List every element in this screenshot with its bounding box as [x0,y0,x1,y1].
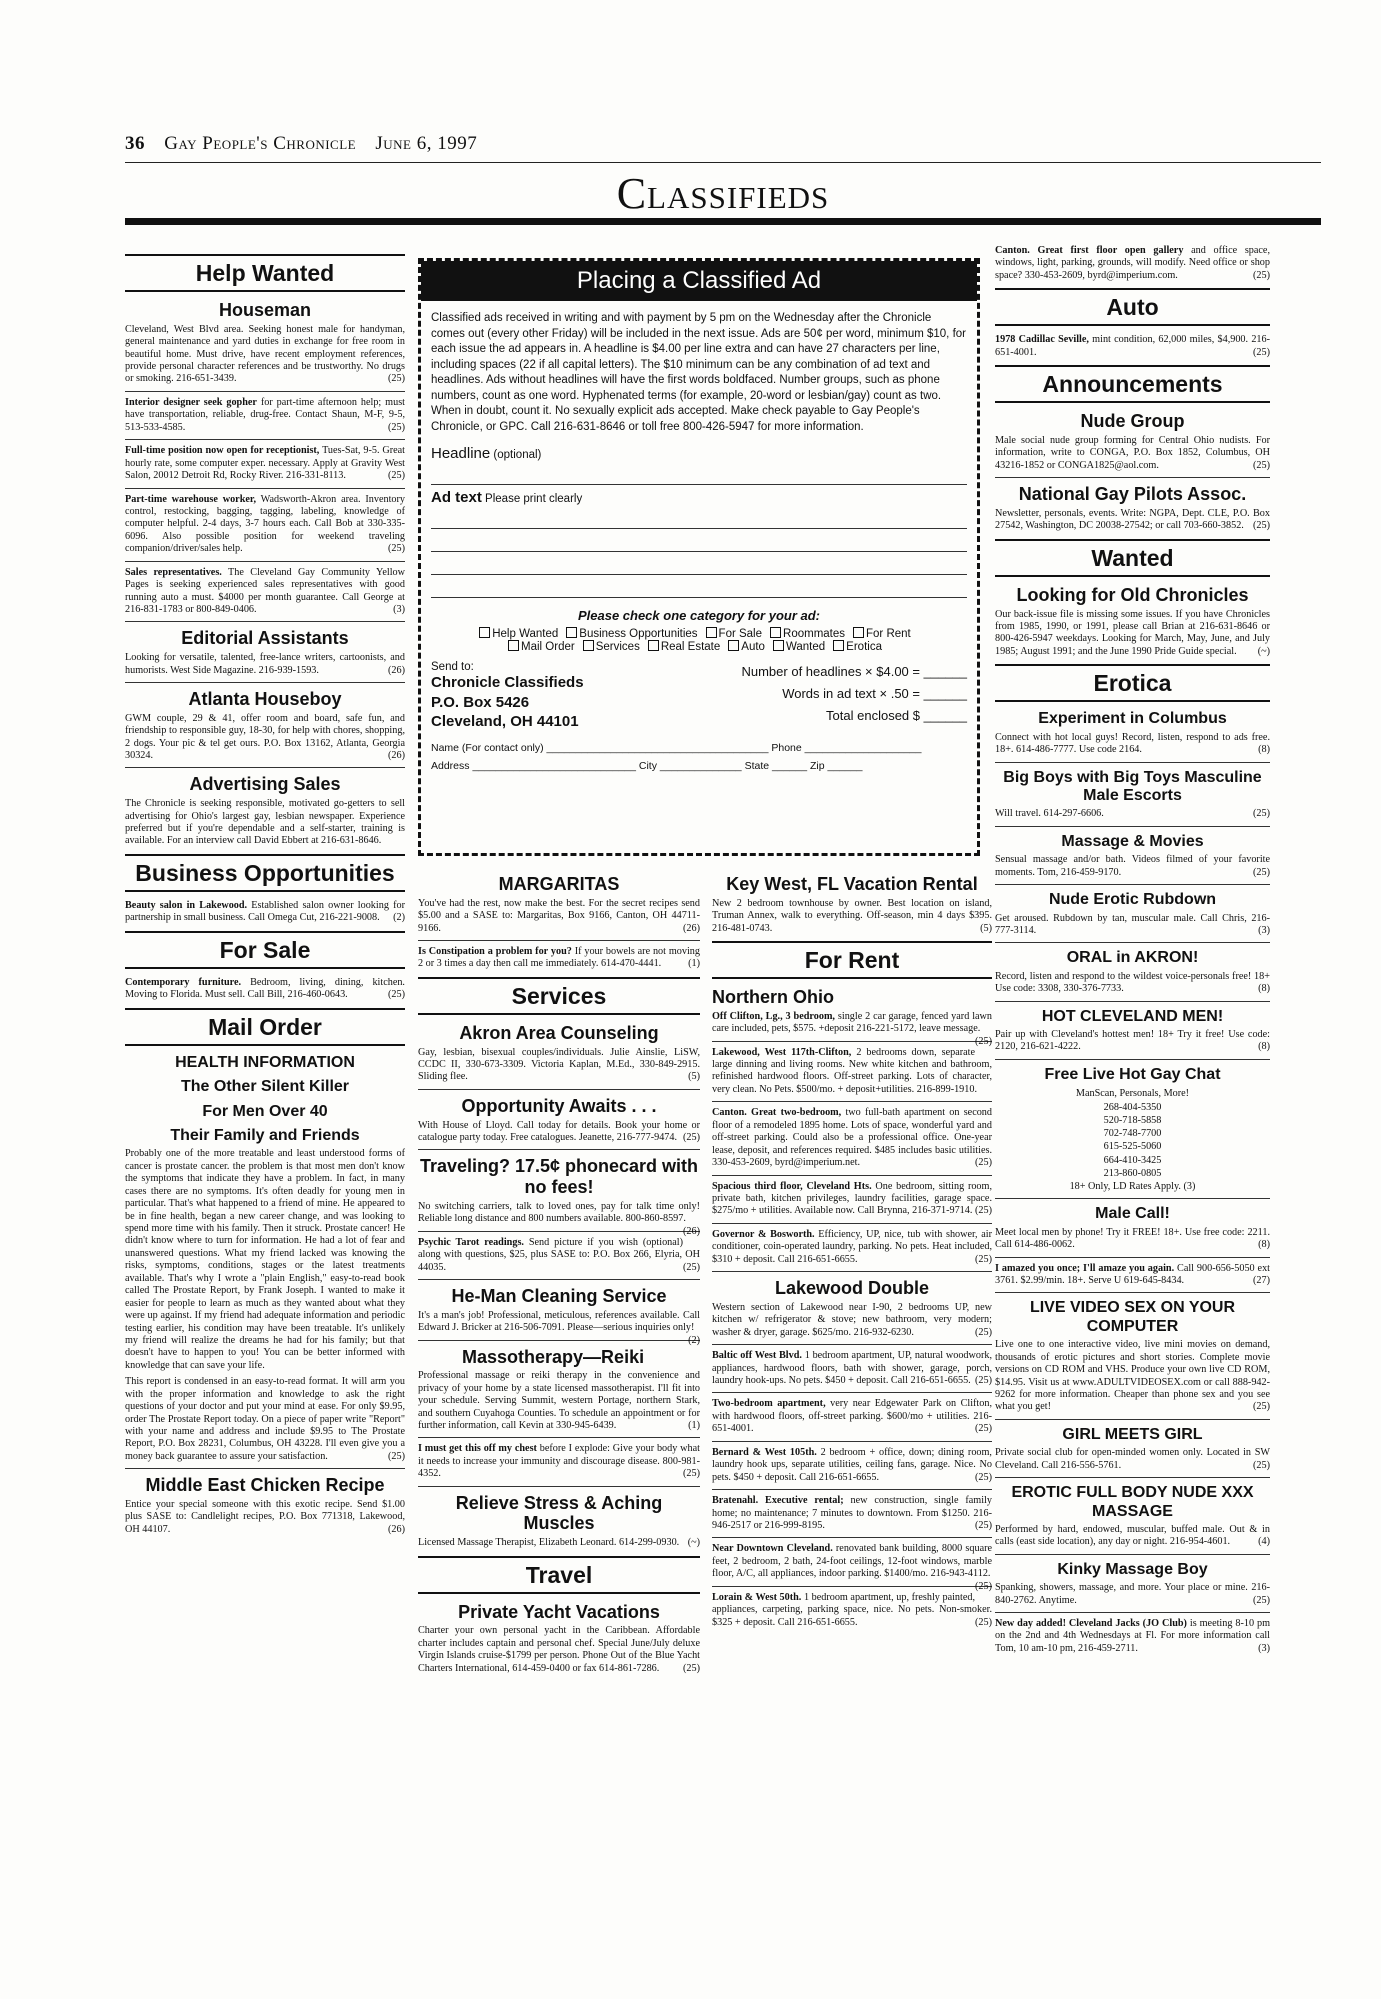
divider [995,942,1270,943]
ad-text: New 2 bedroom townhouse by owner. Best location on island, Truman Annex, walk to everything. Off-season, min 4 days $395. 216-481-0743. (5) [712,897,992,934]
ad-text: Cleveland, West Blvd area. Seeking honest male for handyman, general maintenance and yard duties in exchange for free room in beautiful home. Must drive, have recent employment references, provide personal character references and be trustworthy. No drugs or smoking. 216-651-3439. (25) [125,323,405,385]
top-rule [125,162,1321,163]
ad-heading: For Men Over 40 [202,1102,328,1120]
divider [418,1149,700,1150]
divider [995,477,1270,478]
divider [995,1419,1270,1420]
category-business-opportunities: Business Opportunities [125,854,405,892]
ad-heading: EROTIC FULL BODY NUDE XXX MASSAGE [1011,1484,1254,1520]
ad-text: Pair up with Cleveland's hottest men! 18+ Try it free! Use code: 2120, 216-621-4222. (8) [995,1029,1270,1053]
ad-heading: National Gay Pilots Assoc. [1018,484,1247,505]
ad-text: This report is condensed in an easy-to-read format. It will arm you with the proper information and knowledge to ask the right questions of your doctor and put your mind at ease. For only $9.95, order The Prostate Report today. On a piece of paper write "Report" with your name and address and include $9.95 to The Prostate Report, P.O. Box 28231, Columbus, OH 43228. I'll even give you a money back guarantee to assure your satisfaction. (25) [125,1376,405,1462]
divider [995,826,1270,827]
ad-text: No switching carriers, talk to loved ones, pay for talk time only! Reliable long distance and 800 numbers available. 800-860-8597. (26) [418,1200,700,1237]
category-option-label: Erotica [846,641,882,654]
ad-text: Charter your own personal yacht in the Caribbean. Affordable charter includes captain and personal chef. Special June/July deluxe Virgin Islands cruise-$1799 per person. Phone Out of the Blue Yacht Charters International, 614-459-0400 or fax 614-861-7286. (25) [418,1625,700,1674]
ad-heading: Advertising Sales [189,774,341,795]
ad-heading: Big Boys with Big Toys Masculine Male Escorts [1003,768,1262,805]
ad-text: Get aroused. Rubdown by tan, muscular male. Call Chris, 216-777-3114. (3) [995,912,1270,936]
calc-words[interactable]: Words in ad text × .50 = ______ [782,686,967,702]
phone-number: 664-410-3425 [1103,1154,1162,1166]
category-option-label: For Rent [866,628,911,641]
phone-number: 268-404-5350 [1103,1101,1162,1113]
divider [712,1041,992,1042]
adtext-field[interactable] [431,529,967,552]
headline-row [431,445,967,462]
category-option-label: Real Estate [660,641,721,654]
ad-text: I must get this off my chest before I explode: Give your body what it needs to increase your immunity and discourage disease. 800-981-4352. (25) [418,1443,700,1480]
ad-text: Lorain & West 50th. 1 bedroom apartment, up, freshly painted, appliances, carpeting, parking space, nice. No pets. Non-smoker. $325 + deposit. Call 216-651-6655. (25) [712,1591,992,1628]
ad-text: GWM couple, 29 & 41, offer room and board, safe fun, and friendship to responsible guy, 18-30, for help with chores, shopping, 2 dogs. Your pic & tel get ours. P.O. Box 13162, Atlanta, Georgia 30324. (26) [125,712,405,762]
send-to-label: Send to: [431,661,474,674]
headline-label: Headline [431,445,491,463]
name-row[interactable]: Name (For contact only) ______________________________________ Phone ____________________ [431,741,922,754]
category-option[interactable] [566,627,697,640]
ad-heading: Atlanta Houseboy [188,689,342,710]
divider [418,1340,700,1341]
adtext-field[interactable] [431,575,967,598]
checkbox-icon[interactable] [833,640,844,651]
adtext-field[interactable] [431,506,967,529]
ad-text: New day added! Cleveland Jacks (JO Club) is meeting 8-10 pm on the 2nd and 4th Wednesdays at Fl. For more information call Tom, 10 am-10 pm, 216-459-2711. (3) [995,1618,1270,1654]
ad-heading: Experiment in Columbus [1038,710,1227,728]
category-auto: Auto [995,288,1270,326]
divider [125,682,405,683]
issue-date: June 6, 1997 [375,133,478,154]
checkbox-icon[interactable] [706,627,717,638]
checkbox-icon[interactable] [583,640,594,651]
ad-text: Connect with hot local guys! Record, listen, respond to ads free. 18+. 614-486-7777. Use code 2164. (8) [995,731,1270,756]
ad-text: Live one to one interactive video, live mini movies on demand, thousands of erotic pictures and short stories. Complete movie versions on CD ROM and VHS. Produce your own live CD ROM, $14.95. Visit us at www.ADULTVIDEOSEX.com or call 888-942-9262 for more information. Cheaper than phone sex and you see what you get! (25) [995,1339,1270,1413]
ad-heading: Private Yacht Vacations [458,1601,660,1622]
column-3 [712,868,992,1633]
ad-text: Record, listen and respond to the wildest voice-personals free! 18+ Use code: 3308, 330-376-7733. (8) [995,970,1270,995]
category-option[interactable] [583,640,640,653]
page-number: 36 [125,133,145,154]
ad-heading: Lakewood Double [774,1278,929,1299]
phone-number: 702-748-7700 [1103,1128,1162,1140]
ad-text: Private social club for open-minded women only. Located in SW Cleveland. Call 216-556-5761. (25) [995,1447,1270,1471]
ad-text: Two-bedroom apartment, very near Edgewater Park on Clifton, with hardwood floors, off-street parking. $600/mo + utilities. 216-651-4001. (25) [712,1398,992,1435]
divider [995,1292,1270,1293]
divider [125,391,405,392]
ad-heading: Middle East Chicken Recipe [145,1475,385,1496]
title-bar [125,218,1321,225]
divider [125,767,405,768]
ad-text: Governor & Bosworth. Efficiency, UP, nice, tub with shower, air conditioner, coin-operated laundry, parking. No pets. Heat included, $310 + deposit. Call 216-651-6655. (25) [712,1228,992,1265]
divider [125,621,405,622]
phone-number: 615-525-5060 [1103,1141,1162,1153]
ad-text: Sales representatives. The Cleveland Gay Community Yellow Pages is seeking experienced sales representatives with good running auto a must. $4000 per month guarantee. Call George at 216-831-1783 or 800-849-0406. (3) [125,566,405,616]
category-prompt: Please check one category for your ad: [577,608,821,624]
ad-text: Full-time position now open for receptionist, Tues-Sat, 9-5. Great hourly rate, some computer exper. necessary. Apply at Gravity West Salon, 20012 Detroit Rd, Rocky River. 216-331-8113. (25) [125,445,406,482]
chat-subtitle: ManScan, Personals, More! [1075,1088,1190,1100]
category-mail-order: Mail Order [125,1008,405,1046]
ad-heading: Massotherapy—Reiki [462,1346,645,1367]
phone-number: 520-718-5858 [1103,1114,1162,1126]
ad-text: The Chronicle is seeking responsible, motivated go-getters to sell advertising for Ohio's largest gay, lesbian newspaper. Experience preferred but if you're dependable and a self-starter, training is available. For an interview call David Ebbert at 216-631-8646. [125,798,405,847]
category-services: Services [418,977,700,1015]
ad-text: Licensed Massage Therapist, Elizabeth Leonard. 614-299-0930. (~) [418,1537,700,1549]
ad-heading: He-Man Cleaning Service [451,1286,667,1307]
ad-text: I amazed you once; I'll amaze you again. Call 900-656-5050 ext 3761. $2.99/min. 18+. Serve U 619-645-8434. (27) [995,1262,1270,1287]
divider [125,561,405,562]
address-row[interactable]: Address ____________________________ City ______________ State ______ Zip ______ [431,759,863,772]
section-title: Classifieds [616,169,830,218]
ad-heading: GIRL MEETS GIRL [1062,1425,1203,1443]
ad-text: Gay, lesbian, bisexual couples/individuals. Julie Ainslie, LiSW, CCDC II, 330-673-3309. Victoria Kaplan, M.Ed., 330-849-2915. Sliding flee. (5) [418,1046,700,1083]
ad-heading: Massage & Movies [1061,832,1204,850]
ad-heading: Opportunity Awaits . . . [461,1095,657,1116]
placing-ad-form [418,258,980,856]
ad-heading: MARGARITAS [498,874,620,894]
divider [995,1001,1270,1002]
ad-text: Interior designer seek gopher for part-time afternoon help; must have transportation, reliable, drug-free. Contact Shaun, M-F, 9-5, 513-533-4585. (25) [125,396,405,433]
ad-text: Near Downtown Cleveland. renovated bank building, 8000 square feet, 2 bedroom, 2 bath, 24-foot ceilings, 12-foot windows, marble floor, A/C, all appliances, indoor parking. $1400/mo. 216-943-4112. (25) [712,1543,993,1592]
category-option[interactable] [833,640,882,653]
calc-headlines[interactable]: Number of headlines × $4.00 = ______ [741,664,967,680]
category-option[interactable] [508,640,575,653]
ad-text: Spacious third floor, Cleveland Hts. One bedroom, sitting room, private bath, kitchen privileges, laundry facilities, garage space. $275/mo + utilities. Available now. Call Brynna, 216-371-9714. (25) [712,1180,992,1217]
ad-text: Western section of Lakewood near I-90, 2 bedrooms UP, new kitchen w/ refrigerator & stove; new bathroom, very modern; washer & dryer, garage. $625/mo. 216-932-6230. (25) [712,1301,992,1338]
ad-text: Probably one of the more treatable and least understood forms of cancer is prostate cancer. the problem is that most men don't know the symptoms that indicate they have a problem. In fact, in many cases there are no symptoms. It's often deadly for young men in particular. That's what happened to a friend of mine. He appeared to be in fine health, began a new career change, and was looking to spend more time with his family. Then it struck. Prostate cancer! He didn't know where to turn for information. He had a lot of fear and unanswered questions. What my friend lacked was knowing the risks, symptoms, conditions, stages or the latest treatments available. That's why I wrote a "plain English," easy-to-read book called The Prostate Report, by Frank Joseph. I wanted to make it easier for people to learn as much as they wanted about what they were up against. If my friend had adequate information and periodic testing earlier, his condition may have been treatable. It's unlikely my friend will realize the dreams he had for his family; but that doesn't have to happen to you! You can be better informed with knowledge that can save your life. [125,1148,405,1371]
category-option-label: Auto [741,641,765,654]
checkbox-icon[interactable] [853,627,864,638]
phone-number: 213-860-0805 [1103,1167,1162,1179]
ad-heading: Free Live Hot Gay Chat [1044,1065,1221,1083]
publication-name: Gay People's Chronicle [164,133,357,154]
category-wanted: Wanted [995,539,1270,577]
form-instructions: Classified ads received in writing and with payment by 5 pm on the Wednesday after the Chronicle comes out (every other Friday) will be included in the next issue. Ads are 50¢ per word, minimum $10, for each issue the ad appears in. A headline is $4.00 per line extra and can have 27 characters per line, including spaces (22 if all capital letters). The $10 minimum can be any combination of ad text and headlines. Ads without headlines will have the first words boldfaced. Number groups, such as phone numbers, count as one word. Hyphenated terms (for example, 20-word or lesbian/gay) count as two. When in doubt, count it. No sexually explicit ads accepted. Make check payable to Gay People's Chronicle, or GPC. Call 216-631-8646 or toll free 800-426-5947 for more information. [431,312,966,433]
divider [995,1554,1270,1555]
divider [418,1437,700,1438]
address-line: Cleveland, OH 44101 [431,713,579,731]
ad-text: Contemporary furniture. Bedroom, living, dining, kitchen. Moving to Florida. Must sell. Call Bill, 216-460-0643. (25) [125,976,405,1001]
form-title: Placing a Classified Ad [421,261,977,301]
ad-text: Will travel. 614-297-6606. (25) [995,808,1270,820]
ad-heading: Male Call! [1095,1205,1170,1223]
divider [995,1477,1270,1478]
ad-text: Psychic Tarot readings. Send picture if you wish (optional) along with questions, $25, plus SASE to: P.O. Box 266, Elyria, OH 44035. (25) [418,1236,700,1273]
ad-heading: Relieve Stress & Aching Muscles [455,1492,663,1534]
divider [995,762,1270,763]
checkbox-icon[interactable] [770,627,781,638]
calc-total[interactable]: Total enclosed $ ______ [826,708,967,724]
divider [712,1101,992,1102]
ad-text: It's a man's job! Professional, meticulous, references available. Call Edward J. Bricker at 216-506-7091. Please—serious inquiries only! (2) [418,1309,700,1346]
ad-text: Part-time warehouse worker, Wadsworth-Akron area. Inventory control, restocking, bagging, tagging, labeling, knowledge of computer helpful. 2-4 days, 3-7 hours each. Call Bob at 330-335-6096. Also possible position for weekend traveling companion/driver/sales help. (25) [125,493,406,555]
ad-text: Baltic off West Blvd. 1 bedroom apartment, UP, natural woodwork, appliances, hardwood floors, bath with shower, garage, porch, laundry hook-ups. No pets. $450 + deposit. Call 216-651-6655. (25) [712,1350,992,1387]
divider [712,1392,992,1393]
address-line: Chronicle Classifieds [431,674,584,692]
ad-heading: Nude Erotic Rubdown [1048,891,1217,909]
phone-list [995,1101,1270,1181]
divider [418,1486,700,1487]
headline-note: (optional) [493,449,542,462]
page-folio [125,133,477,155]
chat-note: 18+ Only, LD Rates Apply. (3) [1069,1181,1196,1193]
ad-heading: Nude Group [1080,411,1185,432]
ad-heading: Their Family and Friends [170,1126,360,1144]
divider [712,1537,992,1538]
send-to-row [431,661,967,732]
ad-text: Newsletter, personals, events. Write: NGPA, Dept. CLE, P.O. Box 27542, Washington, DC 20038-27542; or call 703-660-3852. (25) [995,507,1270,532]
ad-heading: HEALTH INFORMATION [175,1053,355,1071]
ad-heading: HOT CLEVELAND MEN! [1041,1007,1224,1025]
category-option[interactable] [706,627,762,640]
ad-text: With House of Lloyd. Call today for details. Book your home or catalogue party today. Free catalogues. Jeanette, 216-777-9474. (25) [418,1119,700,1144]
ad-heading: Houseman [218,300,312,321]
divider [418,940,700,941]
ad-text: Looking for versatile, talented, free-lance writers, cartoonists, and humorists. West Side Magazine. 216-939-1593. (26) [125,652,405,676]
divider [995,1198,1270,1199]
chat-block [995,1087,1270,1193]
divider [995,1059,1270,1060]
category-travel: Travel [418,1556,700,1594]
category-announcements: Announcements [995,365,1270,403]
category-option-label: Roommates [783,628,846,641]
column-4 [995,245,1270,1659]
divider [712,1175,992,1176]
ad-heading: Editorial Assistants [181,628,349,649]
category-option-label: Services [595,641,640,654]
category-option[interactable] [648,640,720,653]
ad-text: Entice your special someone with this exotic recipe. Send $1.00 plus SASE to: Candlelight recipes, P.O. Box 771318, Lakewood, OH 44107. (26) [125,1499,405,1535]
ad-heading: LIVE VIDEO SEX ON YOUR COMPUTER [1029,1299,1236,1335]
category-option[interactable] [770,627,845,640]
divider [995,1257,1270,1258]
category-erotica: Erotica [995,664,1270,702]
divider [418,1089,700,1090]
divider [125,439,405,440]
category-help-wanted: Help Wanted [125,254,405,292]
divider [712,1586,992,1587]
divider [418,1231,700,1232]
ad-text: Meet local men by phone! Try it FREE! 18+. Use free code: 2211. Call 614-486-0062. (8) [995,1226,1270,1251]
divider [712,1441,992,1442]
divider [712,1344,992,1345]
category-option-label: Business Opportunities [579,628,698,641]
category-option[interactable] [728,640,765,653]
ad-text: 1978 Cadillac Seville, mint condition, 62,000 miles, $4,900. 216-651-4001. (25) [995,334,1270,358]
ad-heading: Traveling? 17.5¢ phonecard with no fees! [419,1156,699,1198]
ad-text: Our back-issue file is missing some issues. If you have Chronicles from 1985, 1990, or 1991, please call Brian at 216-631-8646 or 800-426-5947 weekdays. Looking for March, May, June, and July 1985; August 1991; and the June 1990 Pride Guide special. (~) [995,608,1270,657]
ad-heading: Looking for Old Chronicles [1016,584,1249,605]
category-option[interactable] [479,627,558,640]
ad-text: You've had the rest, now make the best. For the secret recipes send $5.00 and a SASE to: Margaritas, Box 9166, Canton, OH 44711-9166. (26) [418,897,700,934]
category-for-sale: For Sale [125,931,405,969]
category-option-label: Mail Order [521,641,575,654]
ad-text: Professional massage or reiki therapy in the convenience and privacy of your home by a state licensed massotherapist. I'll fit into your schedule. Serving Summit, western Portage, northern Stark, and southern Cuyahoga Counties. To schedule an appointment or for further information, call Kevin at 330-945-6439. (1) [418,1370,700,1432]
ad-text: Beauty salon in Lakewood. Established salon owner looking for partnership in small business. Call Omega Cut, 216-221-9008. (2) [125,899,405,924]
checkbox-icon[interactable] [566,627,577,638]
adtext-field[interactable] [431,552,967,575]
ad-text: Bernard & West 105th. 2 bedroom + office, down; dining room, laundry hook ups, separate utilities, ceiling fans, garage. Nice. No pets. $450 + deposit. Call 216-651-6655. (25) [712,1446,992,1483]
ad-heading: The Other Silent Killer [180,1078,350,1096]
ad-text: Bratenahl. Executive rental; new construction, single family home; no maintenance; 7 minutes to downtown. From $1250. 216-946-2517 or 216-999-8195. (25) [712,1495,992,1531]
ad-heading: Key West, FL Vacation Rental [726,874,978,894]
divider [712,1489,992,1490]
checkbox-icon[interactable] [479,627,490,638]
column-2 [418,868,700,1679]
region-heading: Northern Ohio [712,987,834,1008]
ad-text: Performed by hard, endowed, muscular, buffed male. Out & in calls (east side location), any day or night. 216-954-4601. (4) [995,1523,1270,1548]
divider [995,1612,1270,1613]
divider [125,1468,405,1469]
ad-text: Sensual massage and/or bath. Videos filmed of your favorite moments. Tom, 216-459-9170. (25) [995,854,1270,878]
ad-text: Lakewood, West 117th-Clifton, 2 bedrooms down, separate large dinning and living rooms. New white kitchen and bathroom, refinished hardwood floors. Off-street parking. Lots of character, very clean. No Pets. $500/mo. + deposit+utilities. 216-899-1910. [712,1046,992,1095]
divider [418,1279,700,1280]
divider [712,1223,992,1224]
checkbox-icon[interactable] [508,640,519,651]
ad-text: Male social nude group forming for Central Ohio nudists. For information, write to CONGA, P.O. Box 1852, Columbus, OH 43216-1852 or CONGA1825@aol.com. (25) [995,434,1270,471]
headline-field[interactable] [431,462,967,485]
category-for-rent: For Rent [712,941,992,979]
adtext-note: Please print clearly [485,493,583,506]
ad-heading: Akron Area Counseling [459,1022,659,1043]
ad-heading: ORAL in AKRON! [1066,949,1199,967]
address-line: P.O. Box 5426 [431,693,530,711]
category-option-label: Wanted [785,641,826,654]
column-1 [125,248,405,1540]
adtext-row [431,489,967,506]
adtext-label: Ad text [431,489,482,507]
ad-text: Spanking, showers, massage, and more. Your place or mine. 216-840-2762. Anytime. (25) [995,1582,1270,1606]
checkbox-icon[interactable] [773,640,784,651]
ad-heading: Kinky Massage Boy [1057,1560,1208,1578]
category-option[interactable] [853,627,911,640]
divider [712,1271,992,1272]
category-option[interactable] [773,640,825,653]
ad-text: Canton. Great two-bedroom, two full-bath apartment on second floor of a remodeled 1895 home. Lots of space, wonderful yard and off-street parking. Could also be a professional office. One-year lease, deposit, and references required. $485 includes basic utilities. 330-453-2609, byrd@imperium.net. (25) [712,1107,992,1169]
category-option-label: For Sale [718,628,763,641]
checkbox-icon[interactable] [648,640,659,651]
ad-text: Off Clifton, Lg., 3 bedroom, single 2 car garage, fenced yard lawn care included, pets, $575. +deposit 216-221-5172, leave message. (25) [712,1010,993,1047]
ad-text: Is Constipation a problem for you? If your bowels are not moving 2 or 3 times a day then call me immediately. 614-470-4441. (1) [418,946,700,970]
divider [995,884,1270,885]
category-option-label: Help Wanted [492,628,559,641]
ad-text: Canton. Great first floor open gallery and office space, windows, light, parking, grounds, will modify. Need office or shop space? 330-453-2609, byrd@imperium.com. (25) [995,245,1270,281]
checkbox-icon[interactable] [728,640,739,651]
divider [125,488,405,489]
category-checkboxes [431,627,967,653]
